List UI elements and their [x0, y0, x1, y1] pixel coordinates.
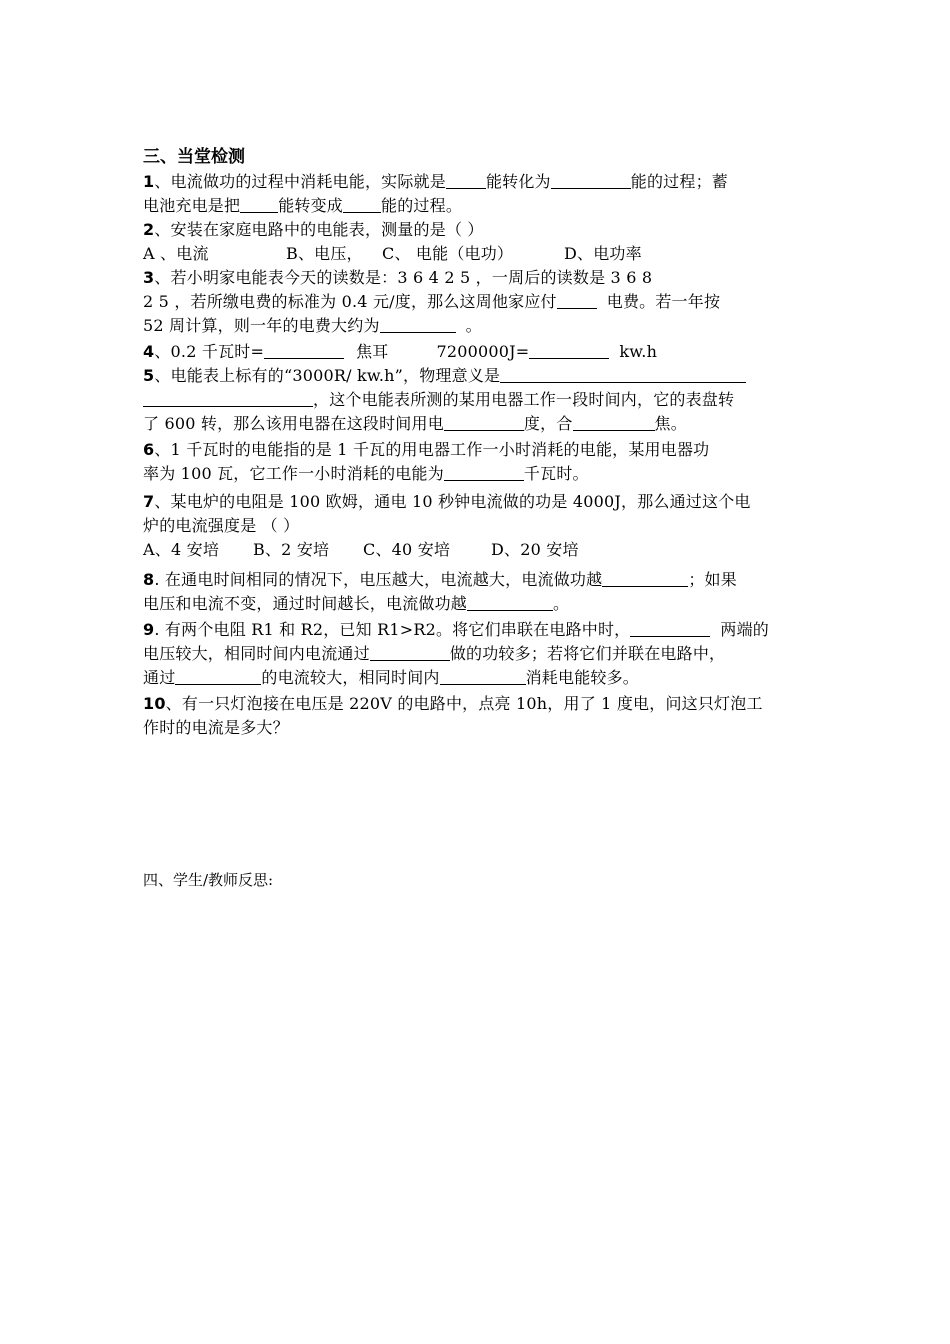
question-9: 9. 有两个电阻 R1 和 R2，已知 R1>R2。将它们串联在电路中时， 两端的 电压较大，相同时间内电流通过 做的功较多；若将它们并联在电路中， 通过 的电流较大，相同时间内 消耗电能较多。 [143, 620, 769, 687]
option-c: C、 电能（电功） [382, 244, 514, 263]
reflection-heading: 四、学生/教师反思: [143, 871, 274, 889]
section-title: 三、当堂检测 [143, 147, 245, 167]
option-b: B、电压， [286, 244, 363, 263]
question-number: 5 [143, 366, 155, 385]
question-number: 2 [143, 220, 155, 239]
answer-blank[interactable] [240, 196, 278, 213]
answer-blank[interactable] [500, 366, 746, 383]
question-number: 10 [143, 694, 166, 713]
option-d: D、电功率 [564, 244, 642, 263]
question-number: 3 [143, 268, 155, 287]
answer-blank[interactable] [175, 668, 261, 685]
question-4: 4、0.2 千瓦时= 焦耳 7200000J= kw.h [143, 342, 658, 361]
answer-blank[interactable] [143, 390, 313, 407]
question-10: 10、有一只灯泡接在电压是 220V 的电路中，点亮 10h，用了 1 度电，问这只灯泡工 作时的电流是多大？ [143, 694, 763, 737]
question-number: 4 [143, 342, 155, 361]
question-number: 1 [143, 172, 155, 191]
answer-blank[interactable] [630, 620, 710, 637]
option-a: A、4 安培 [143, 540, 220, 559]
question-3: 3、若小明家电能表今天的读数是：3 6 4 2 5 ，一周后的读数是 3 6 8 2 5 ，若所缴电费的标准为 0.4 元/度，那么这周他家应付 电费。若一年按 52 周计算，则一年的电费大约为 。 [143, 268, 721, 335]
answer-blank[interactable] [529, 342, 609, 359]
question-number: 7 [143, 492, 155, 511]
question-7: 7、某电炉的电阻是 100 欧姆，通电 10 秒钟电流做的功是 4000J，那么通过这个电 炉的电流强度是 （ ） A、4 安培 B、2 安培 C、40 安培 D、20 安培 [143, 490, 813, 562]
question-6: 6、1 千瓦时的电能指的是 1 千瓦的用电器工作一小时消耗的电能，某用电器功 率为 100 瓦，它工作一小时消耗的电能为 千瓦时。 [143, 440, 710, 483]
answer-blank[interactable] [557, 292, 597, 309]
answer-blank[interactable] [551, 172, 631, 189]
option-c: C、40 安培 [363, 540, 451, 559]
option-b: B、2 安培 [253, 540, 330, 559]
answer-blank[interactable] [446, 172, 486, 189]
answer-blank[interactable] [440, 668, 526, 685]
answer-blank[interactable] [573, 414, 655, 431]
answer-blank[interactable] [602, 570, 688, 587]
answer-blank[interactable] [264, 342, 344, 359]
answer-blank[interactable] [444, 414, 524, 431]
option-d: D、20 安培 [491, 540, 579, 559]
question-8: 8. 在通电时间相同的情况下，电压越大，电流越大，电流做功越 ；如果 电压和电流不变，通过时间越长，电流做功越 。 [143, 570, 737, 613]
answer-blank[interactable] [380, 316, 456, 333]
answer-blank[interactable] [343, 196, 381, 213]
answer-blank[interactable] [444, 464, 524, 481]
question-number: 8 [143, 570, 155, 589]
question-number: 9 [143, 620, 155, 639]
option-a: A 、电流 [143, 244, 209, 263]
answer-blank[interactable] [467, 594, 553, 611]
question-1: 1、电流做功的过程中消耗电能，实际就是 能转化为 能的过程；蓄 电池充电是把 能转变成 能的过程。 [143, 172, 728, 215]
question-number: 6 [143, 440, 155, 459]
answer-blank[interactable] [370, 644, 450, 661]
question-2: 2、安装在家庭电路中的电能表，测量的是（ ） A 、电流 B、电压， C、 电能（电功） D、电功率 [143, 218, 813, 266]
question-5: 5、电能表上标有的“3000R/ kw.h”，物理意义是 ，这个电能表所测的某用电器工作一段时间内，它的表盘转 了 600 转，那么该用电器在这段时间用电 度，合 焦。 [143, 364, 813, 436]
